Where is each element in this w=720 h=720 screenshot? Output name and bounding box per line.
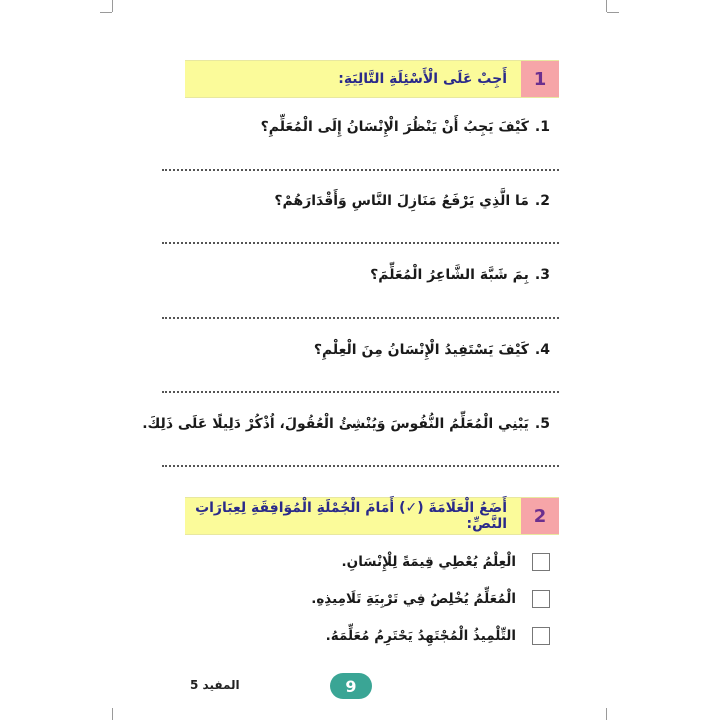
question-2-text: مَا الَّذِي يَرْفَعُ مَنَازِلَ النَّاسِ وَأَقْدَارَهُمْ؟: [274, 193, 529, 209]
section-2-header: [185, 497, 559, 535]
statement-1-checkbox[interactable]: [532, 553, 550, 571]
question-3: [370, 267, 550, 283]
crop-mark-bottom-left: [112, 708, 113, 720]
crop-mark-bottom-right: [606, 708, 607, 720]
section-2-title: أَضَعُ الْعَلَامَةَ (✓) أَمَامَ الْجُمْلَةِ الْمُوَافِقَةِ لِعِبَارَاتِ النَّصِّ:: [185, 498, 521, 534]
statement-3-text: التِّلْمِيذُ الْمُجْتَهِدُ يَحْتَرِمُ مُعَلِّمَهُ.: [325, 628, 516, 644]
section-1-number: 1: [521, 61, 559, 97]
section-1-header: [185, 60, 559, 98]
answer-line-5[interactable]: [162, 465, 559, 467]
question-5: [142, 416, 550, 432]
section-1-title: أَجِبْ عَلَى الْأَسْئِلَةِ التَّالِيَةِ:: [185, 61, 521, 97]
statement-row-3: [326, 627, 550, 645]
statement-3-checkbox[interactable]: [532, 627, 550, 645]
crop-mark-top-left: [112, 0, 113, 12]
statement-2-checkbox[interactable]: [532, 590, 550, 608]
question-4-number: 4.: [534, 342, 550, 358]
statement-1-text: الْعِلْمُ يُعْطِي قِيمَةً لِلْإِنْسَانِ.: [341, 554, 516, 570]
question-5-text: يَبْنِي الْمُعَلِّمُ النُّفُوسَ وَيُنْشِئُ الْعُقُولَ، اُذْكُرْ دَلِيلًا عَلَى ذَلِكَ.: [142, 416, 529, 432]
question-1-text: كَيْفَ يَجِبُ أَنْ يَنْظُرَ الْإِنْسَانُ إِلَى الْمُعَلِّمِ؟: [260, 119, 529, 135]
question-1-number: 1.: [534, 119, 550, 135]
answer-line-2[interactable]: [162, 242, 559, 244]
crop-mark-top-right: [606, 0, 607, 12]
book-title: المفيد 5: [190, 678, 240, 692]
question-4: [314, 342, 550, 358]
answer-line-4[interactable]: [162, 391, 559, 393]
page-number: 9: [330, 673, 372, 699]
question-2-number: 2.: [534, 193, 550, 209]
crop-mark-top-left-h: [100, 12, 112, 13]
question-3-number: 3.: [534, 267, 550, 283]
question-3-text: بِمَ شَبَّهَ الشَّاعِرُ الْمُعَلِّمَ؟: [370, 267, 529, 283]
section-2-number: 2: [521, 498, 559, 534]
statement-row-1: [342, 553, 550, 571]
statement-row-2: [311, 590, 550, 608]
question-4-text: كَيْفَ يَسْتَفِيدُ الْإِنْسَانُ مِنَ الْعِلْمِ؟: [313, 342, 529, 358]
answer-line-3[interactable]: [162, 317, 559, 319]
question-5-number: 5.: [534, 416, 550, 432]
answer-line-1[interactable]: [162, 169, 559, 171]
statement-2-text: الْمُعَلِّمُ يُخْلِصُ فِي تَرْبِيَةِ تَلَامِيذِهِ.: [311, 591, 516, 607]
question-1: [261, 119, 550, 135]
crop-mark-top-right-h: [607, 12, 619, 13]
question-2: [274, 193, 550, 209]
